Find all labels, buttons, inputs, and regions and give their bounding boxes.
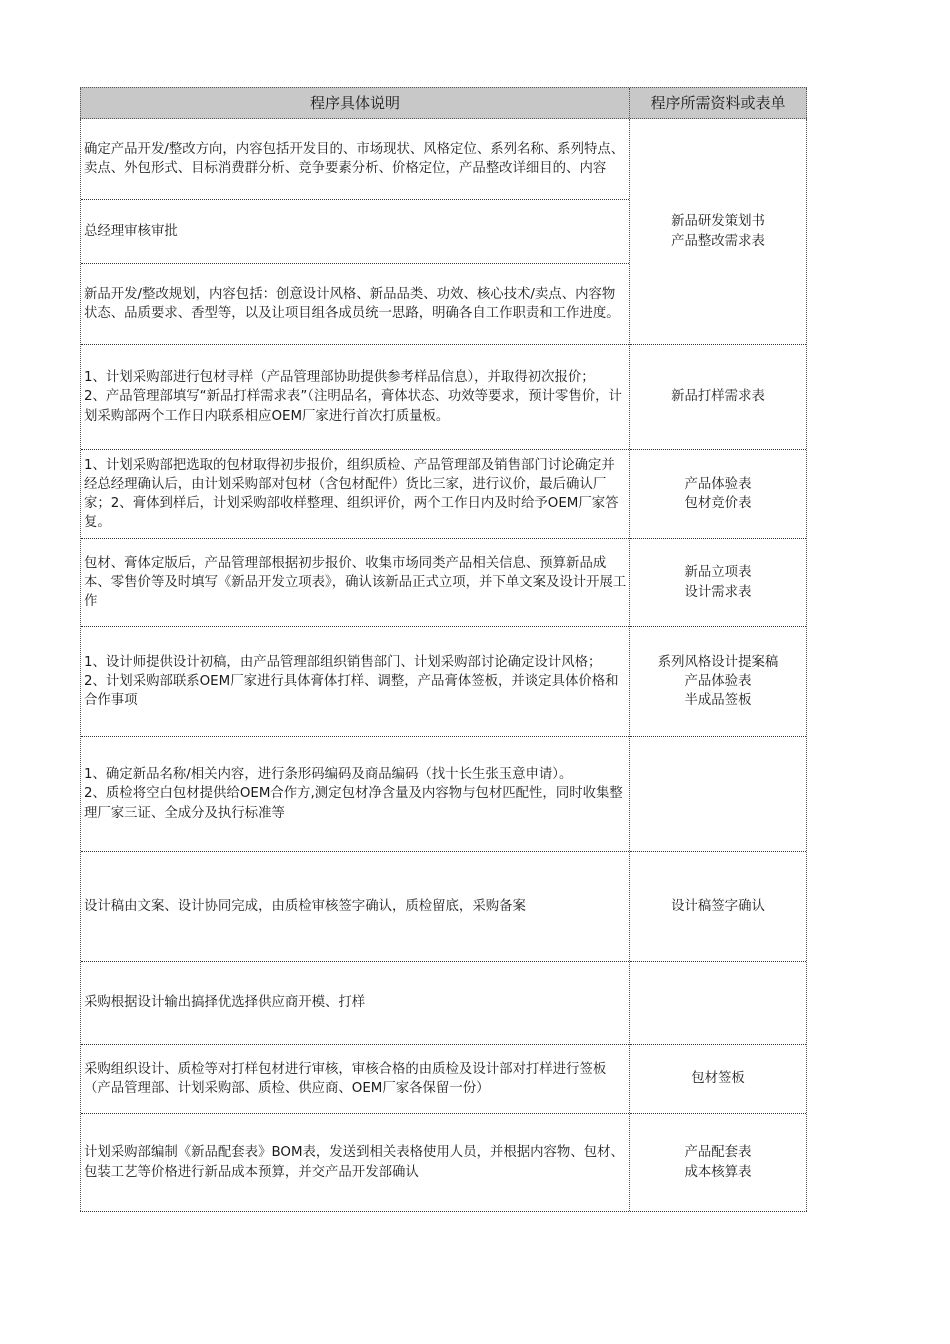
procedure-table — [80, 87, 807, 1212]
procedure-cell: 确定产品开发/整改方向，内容包括开发目的、市场现状、风格定位、系列名称、系列特点、卖点、外包形式、目标消费群分析、竞争要素分析、价格定位，产品整改详细目的、内容 — [84, 141, 625, 176]
form-cell: 包材签板 — [630, 1044, 806, 1113]
procedure-column — [80, 119, 630, 1211]
header-procedure-description: 程序具体说明 — [80, 88, 630, 118]
form-cell: 系列风格设计提案稿 产品体验表 半成品签板 — [630, 626, 806, 736]
procedure-cell: 新品开发/整改规划，内容包括：创意设计风格、新品品类、功效、核心技术/卖点、内容物状态、品质要求、香型等，以及让项目组各成员统一思路，明确各自工作职责和工作进度。 — [81, 263, 629, 344]
procedure-cell: 采购根据设计输出搞择优选择供应商开模、打样 — [81, 961, 629, 1044]
table-header — [80, 87, 807, 119]
form-cell: 新品立项表 设计需求表 — [630, 538, 806, 626]
header-required-forms: 程序所需资料或表单 — [630, 88, 807, 118]
form-cell — [630, 961, 806, 1044]
procedure-cell: 采购组织设计、质检等对打样包材进行审核，审核合格的由质检及设计部对打样进行签板（产品管理部、计划采购部、质检、供应商、OEM厂家各保留一份） — [81, 1044, 629, 1113]
procedure-cell: 计划采购部编制《新品配套表》BOM表，发送到相关表格使用人员，并根据内容物、包材、包装工艺等价格进行新品成本预算，并交产品开发部确认 — [81, 1113, 629, 1211]
forms-column — [630, 119, 807, 1211]
form-cell: 设计稿签字确认 — [630, 851, 806, 961]
form-cell: 产品体验表 包材竞价表 — [630, 449, 806, 538]
table-body — [80, 119, 807, 1212]
procedure-cell: 1、确定新品名称/相关内容，进行条形码编码及商品编码（找十长生张玉意申请）。 2、质检将空白包材提供给OEM合作方,测定包材净含量及内容物与包材匹配性，同时收集整理厂家三证、全成分及执行标准等 — [81, 736, 629, 851]
procedure-cell: 1、计划采购部把选取的包材取得初步报价，组织质检、产品管理部及销售部门讨论确定并经总经理确认后，由计划采购部对包材（含包材配件）货比三家，进行议价，最后确认厂家；2、膏体到样后，计划采购部收样整理、组织评价，两个工作日内及时给予OEM厂家答复。 — [81, 449, 629, 538]
procedure-cell: 1、计划采购部进行包材寻样（产品管理部协助提供参考样品信息），并取得初次报价； 2、产品管理部填写“新品打样需求表”（注明品名，膏体状态、功效等要求，预计零售价，计划采购部两个工作日内联系相应OEM厂家进行首次打质量板。 — [81, 344, 629, 449]
form-cell: 新品打样需求表 — [630, 344, 806, 449]
procedure-cell: 设计稿由文案、设计协同完成，由质检审核签字确认，质检留底，采购备案 — [81, 851, 629, 961]
form-cell: 产品配套表 成本核算表 — [630, 1113, 806, 1211]
procedure-cell: 1、设计师提供设计初稿，由产品管理部组织销售部门、计划采购部讨论确定设计风格； 2、计划采购部联系OEM厂家进行具体膏体打样、调整，产品膏体签板，并谈定具体价格和合作事项 — [81, 626, 629, 736]
form-cell: 新品研发策划书 产品整改需求表 — [671, 214, 765, 249]
procedure-cell: 总经理审核审批 — [81, 199, 629, 263]
form-cell — [630, 736, 806, 851]
procedure-cell: 包材、膏体定版后，产品管理部根据初步报价、收集市场同类产品相关信息、预算新品成本、零售价等及时填写《新品开发立项表》，确认该新品正式立项，并下单文案及设计开展工作 — [81, 538, 629, 626]
